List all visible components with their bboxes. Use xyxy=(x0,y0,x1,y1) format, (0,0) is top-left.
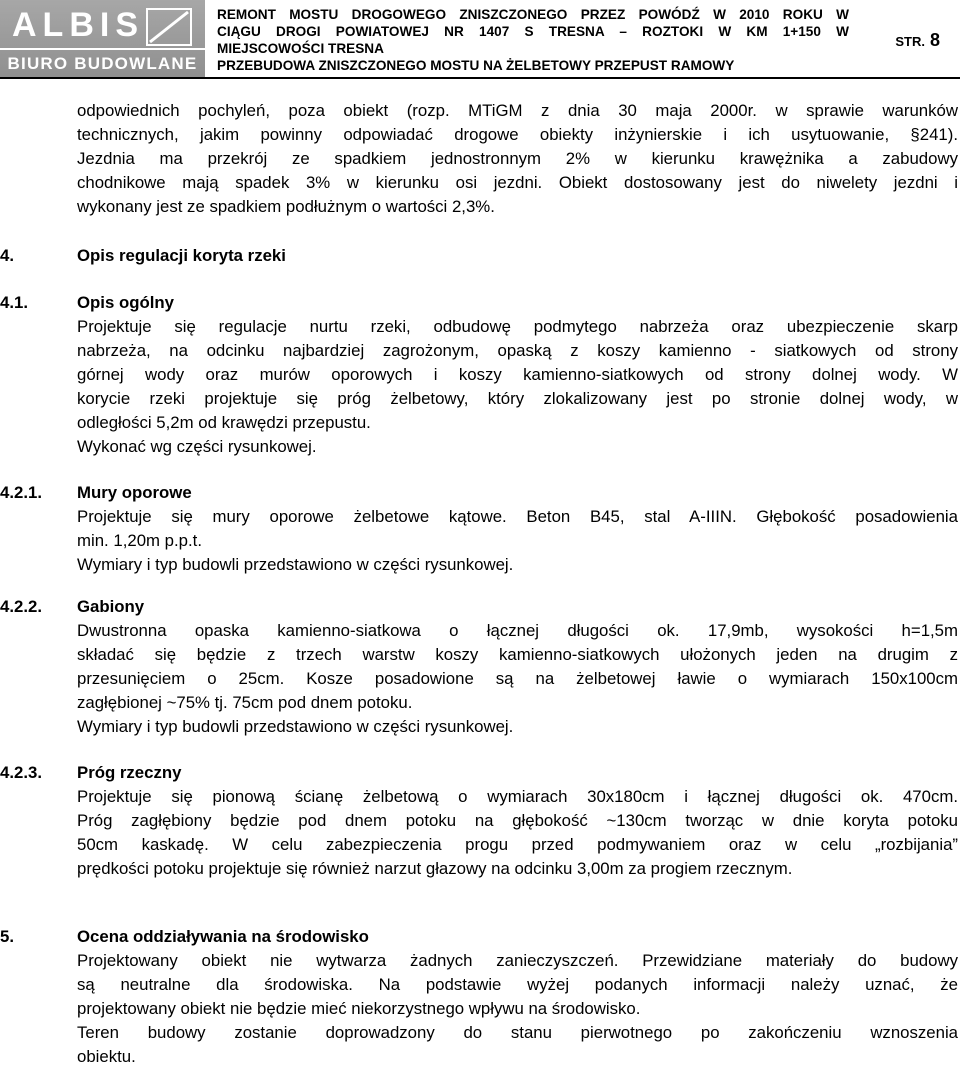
page-header xyxy=(0,0,960,79)
text-line: projektowany obiekt nie będzie mieć niekorzystnego wpływu na środowisko. xyxy=(77,999,641,1018)
text-line: odpowiednich pochyleń, poza obiekt (rozp. MTiGM z dnia 30 maja 2000r. w sprawie warunków xyxy=(77,101,958,120)
text-line: wykonany jest ze spadkiem podłużnym o wartości 2,3%. xyxy=(77,197,495,216)
text-line: obiektu. xyxy=(77,1047,136,1066)
section-number: 5. xyxy=(0,927,14,946)
title-line-1: REMONT MOSTU DROGOWEGO ZNISZCZONEGO PRZEZ POWÓDŹ W 2010 ROKU W xyxy=(217,7,849,22)
section-heading: Mury oporowe xyxy=(77,483,192,502)
logo-subtitle: BIURO BUDOWLANE xyxy=(0,48,205,78)
header-divider xyxy=(0,77,960,79)
section-number: 4. xyxy=(0,246,14,265)
section-body xyxy=(77,481,958,577)
title-line-2: CIĄGU DROGI POWIATOWEJ NR 1407 S TRESNA – ROZTOKI W KM 1+150 W xyxy=(217,24,849,39)
section-body xyxy=(77,925,958,1069)
section-number: 4.2.1. xyxy=(0,483,42,502)
text-line: zagłębionej ~75% tj. 75cm pod dnem potoku. xyxy=(77,693,413,712)
page-number-value: 8 xyxy=(929,30,940,50)
section-heading: Próg rzeczny xyxy=(77,763,182,782)
text-line: nabrzeża, na odcinku najbardziej zagrożonym, opaską z koszy kamienno - siatkowych od strony xyxy=(77,341,958,360)
section-heading: Gabiony xyxy=(77,597,145,616)
logo-emblem-icon xyxy=(146,8,192,46)
albis-logo xyxy=(0,0,205,79)
text-line: Teren budowy zostanie doprowadzony do stanu pierwotnego po zakończeniu wznoszenia xyxy=(77,1023,958,1042)
text-line: odległości 5,2m od krawędzi przepustu. xyxy=(77,413,371,432)
text-line: korycie rzeki projektuje się próg żelbetowy, który zlokalizowany jest po stronie dolnej wody, w xyxy=(77,389,958,408)
text-line: składać się będzie z trzech warstw koszy kamienno-siatkowych ułożonych jeden na drugim z xyxy=(77,645,958,664)
logo-wordmark: ALBIS xyxy=(12,6,144,44)
text-line: Projektuje się mury oporowe żelbetowe kątowe. Beton B45, stal A-IIIN. Głębokość posadowienia xyxy=(77,507,958,526)
text-line: 50cm kaskadę. W celu zabezpieczenia progu przed podmywaniem oraz w celu „rozbijania” xyxy=(77,835,958,854)
text-line: chodnikowe mają spadek 3% w kierunku osi jezdni. Obiekt dostosowany jest do niwelety jezdni i xyxy=(77,173,958,192)
section-number: 4.2.2. xyxy=(0,597,42,616)
text-line: Jezdnia ma przekrój ze spadkiem jednostronnym 2% w kierunku krawężnika a zabudowy xyxy=(77,149,958,168)
intro-paragraph xyxy=(77,99,958,219)
section-body xyxy=(77,761,958,881)
text-line: górnej wody oraz murów oporowych i koszy kamienno-siatkowych od strony dolnej wody. W xyxy=(77,365,958,384)
page-number xyxy=(895,30,940,51)
title-line-4: PRZEBUDOWA ZNISZCZONEGO MOSTU NA ŻELBETOWY PRZEPUST RAMOWY xyxy=(217,58,735,73)
text-line: są neutralne dla środowiska. Na podstawie wyżej podanych informacji należy uznać, że xyxy=(77,975,958,994)
text-line: Dwustronna opaska kamienno-siatkowa o łącznej długości ok. 17,9mb, wysokości h=1,5m xyxy=(77,621,958,640)
section-heading: Opis ogólny xyxy=(77,293,174,312)
text-line: przesunięciem o 25cm. Kosze posadowione są na żelbetowej ławie o wymiarach 150x100cm xyxy=(77,669,958,688)
text-line: Próg zagłębiony będzie pod dnem potoku na głębokość ~130cm tworząc w dnie koryta potoku xyxy=(77,811,958,830)
text-line: Wykonać wg części rysunkowej. xyxy=(77,437,317,456)
text-line: Wymiary i typ budowli przedstawiono w części rysunkowej. xyxy=(77,555,514,574)
section-number: 4.2.3. xyxy=(0,763,42,782)
section-heading: Ocena oddziaływania na środowisko xyxy=(77,927,369,946)
title-line-3: MIEJSCOWOŚCI TRESNA xyxy=(217,41,384,56)
text-line: Projektuje się regulacje nurtu rzeki, odbudowę podmytego nabrzeża oraz ubezpieczenie skarp xyxy=(77,317,958,336)
text-line: Wymiary i typ budowli przedstawiono w części rysunkowej. xyxy=(77,717,514,736)
text-line: Projektowany obiekt nie wytwarza żadnych zanieczyszczeń. Przewidziane materiały do budowy xyxy=(77,951,958,970)
text-line: technicznych, jakim powinny odpowiadać drogowe obiekty inżynierskie i ich usytuowanie, §241). xyxy=(77,125,958,144)
section-heading: Opis regulacji koryta rzeki xyxy=(77,246,286,265)
text-line: Projektuje się pionową ścianę żelbetową o wymiarach 30x180cm i łącznej długości ok. 470cm. xyxy=(77,787,958,806)
section-number: 4.1. xyxy=(0,293,28,312)
text-line: min. 1,20m p.p.t. xyxy=(77,531,202,550)
section-body xyxy=(77,291,958,459)
section-body xyxy=(77,595,958,739)
page-prefix: STR. xyxy=(895,34,925,49)
project-title xyxy=(217,6,849,74)
text-line: prędkości potoku projektuje się również narzut głazowy na odcinku 3,00m za progiem rzecznym. xyxy=(77,859,793,878)
